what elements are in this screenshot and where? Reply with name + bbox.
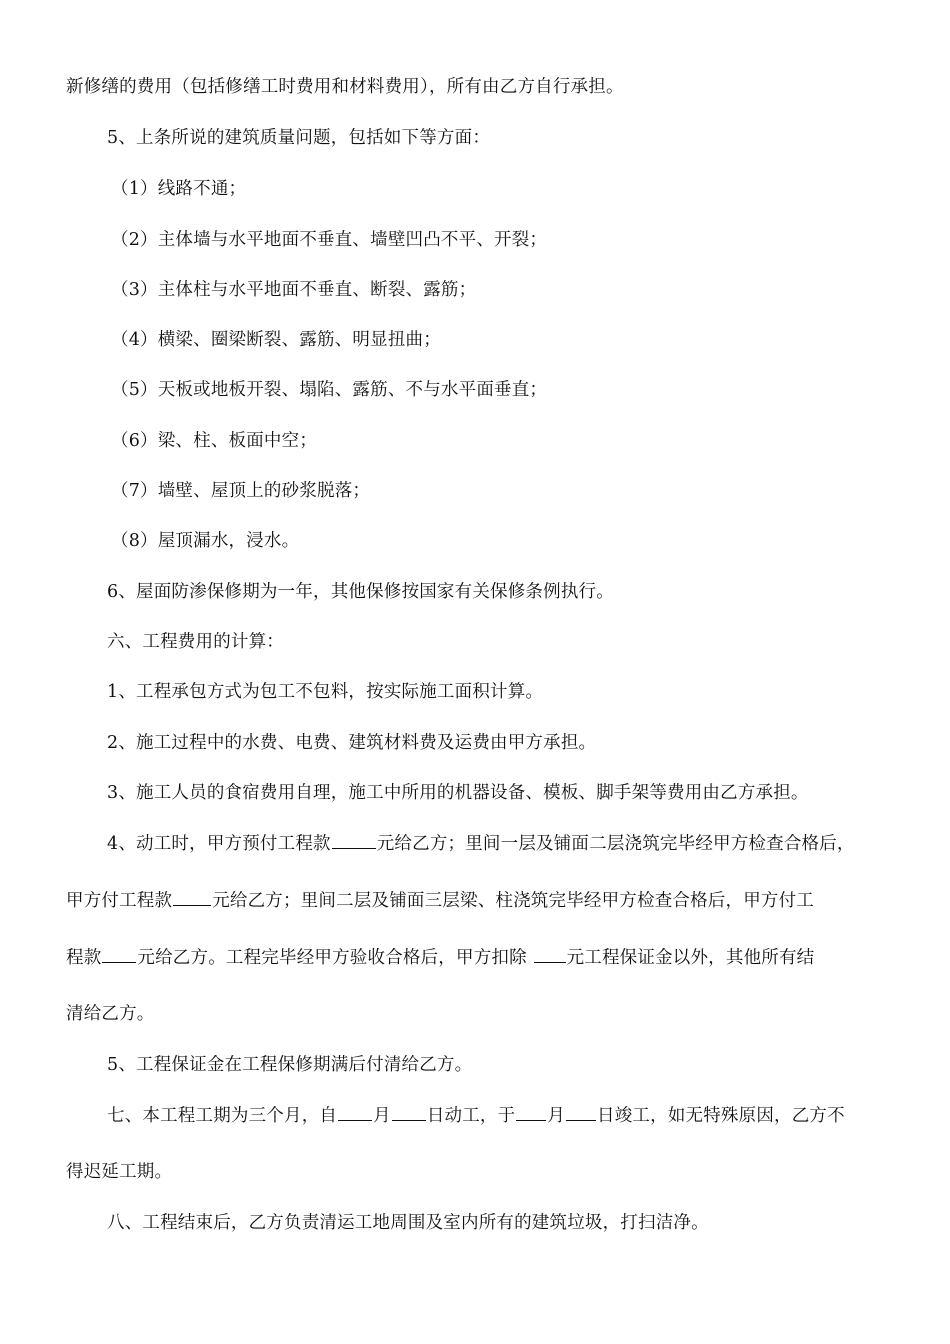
fee-clause-4-line-4: 清给乙方。 bbox=[66, 1004, 155, 1024]
section-7-line-2: 得迟延工期。 bbox=[66, 1162, 173, 1182]
text-segment: 甲方付工程款 bbox=[66, 891, 173, 911]
section-7-line-1 bbox=[107, 1104, 845, 1127]
list-item-3: （3）主体柱与水平地面不垂直、断裂、露筋； bbox=[111, 280, 477, 300]
fill-in-blank bbox=[332, 832, 376, 849]
fee-clause-4-line-3 bbox=[66, 946, 814, 969]
fill-in-blank bbox=[534, 946, 566, 963]
fee-clause-5: 5、工程保证金在工程保修期满后付清给乙方。 bbox=[107, 1055, 473, 1075]
section-heading-6: 六、工程费用的计算： bbox=[107, 632, 284, 652]
section-8: 八、工程结束后，乙方负责清运工地周围及室内所有的建筑垃圾，打扫洁净。 bbox=[107, 1213, 709, 1233]
clause-5: 5、上条所说的建筑质量问题，包括如下等方面： bbox=[107, 128, 491, 148]
fee-clause-4-line-2 bbox=[66, 889, 814, 912]
text-segment: 程款 bbox=[66, 948, 102, 968]
list-item-4: （4）横梁、圈梁断裂、露筋、明显扭曲； bbox=[111, 330, 441, 350]
text-segment: 元给乙方。工程完毕经甲方验收合格后，甲方扣除 bbox=[137, 948, 533, 968]
fee-clause-2: 2、施工过程中的水费、电费、建筑材料费及运费由甲方承担。 bbox=[107, 733, 597, 753]
paragraph-line: 新修缮的费用（包括修缮工时费用和材料费用），所有由乙方自行承担。 bbox=[66, 77, 624, 97]
fee-clause-4-line-1 bbox=[107, 832, 855, 855]
list-item-7: （7）墙壁、屋顶上的砂浆脱落； bbox=[111, 481, 371, 501]
fill-in-blank bbox=[102, 946, 136, 963]
text-segment: 月 bbox=[373, 1106, 391, 1126]
list-item-5: （5）天板或地板开裂、塌陷、露筋、不与水平面垂直； bbox=[111, 380, 548, 400]
fill-in-blank bbox=[338, 1104, 372, 1121]
list-item-8: （8）屋顶漏水，浸水。 bbox=[111, 531, 300, 551]
fee-clause-1: 1、工程承包方式为包工不包料，按实际施工面积计算。 bbox=[107, 682, 544, 702]
list-item-1: （1）线路不通； bbox=[111, 179, 247, 199]
fill-in-blank bbox=[516, 1104, 546, 1121]
list-item-2: （2）主体墙与水平地面不垂直、墙壁凹凸不平、开裂； bbox=[111, 230, 548, 250]
clause-6: 6、屋面防渗保修期为一年，其他保修按国家有关保修条例执行。 bbox=[107, 582, 614, 602]
text-segment: 日竣工，如无特殊原因，乙方不 bbox=[597, 1106, 845, 1126]
fill-in-blank bbox=[173, 889, 211, 906]
fee-clause-3: 3、施工人员的食宿费用自理，施工中所用的机器设备、模板、脚手架等费用由乙方承担。 bbox=[107, 783, 809, 803]
fill-in-blank bbox=[566, 1104, 596, 1121]
list-item-6: （6）梁、柱、板面中空； bbox=[111, 431, 318, 451]
text-segment: 元给乙方；里间二层及铺面三层梁、柱浇筑完毕经甲方检查合格后，甲方付工 bbox=[212, 891, 815, 911]
text-segment: 4、动工时，甲方预付工程款 bbox=[107, 834, 331, 854]
text-segment: 七、本工程工期为三个月，自 bbox=[107, 1106, 338, 1126]
text-segment: 元工程保证金以外，其他所有结 bbox=[566, 948, 815, 968]
fill-in-blank bbox=[392, 1104, 426, 1121]
text-segment: 月 bbox=[547, 1106, 566, 1126]
text-segment: 日动工，于 bbox=[426, 1106, 516, 1126]
text-segment: 元给乙方；里间一层及铺面二层浇筑完毕经甲方检查合格后， bbox=[376, 834, 855, 854]
